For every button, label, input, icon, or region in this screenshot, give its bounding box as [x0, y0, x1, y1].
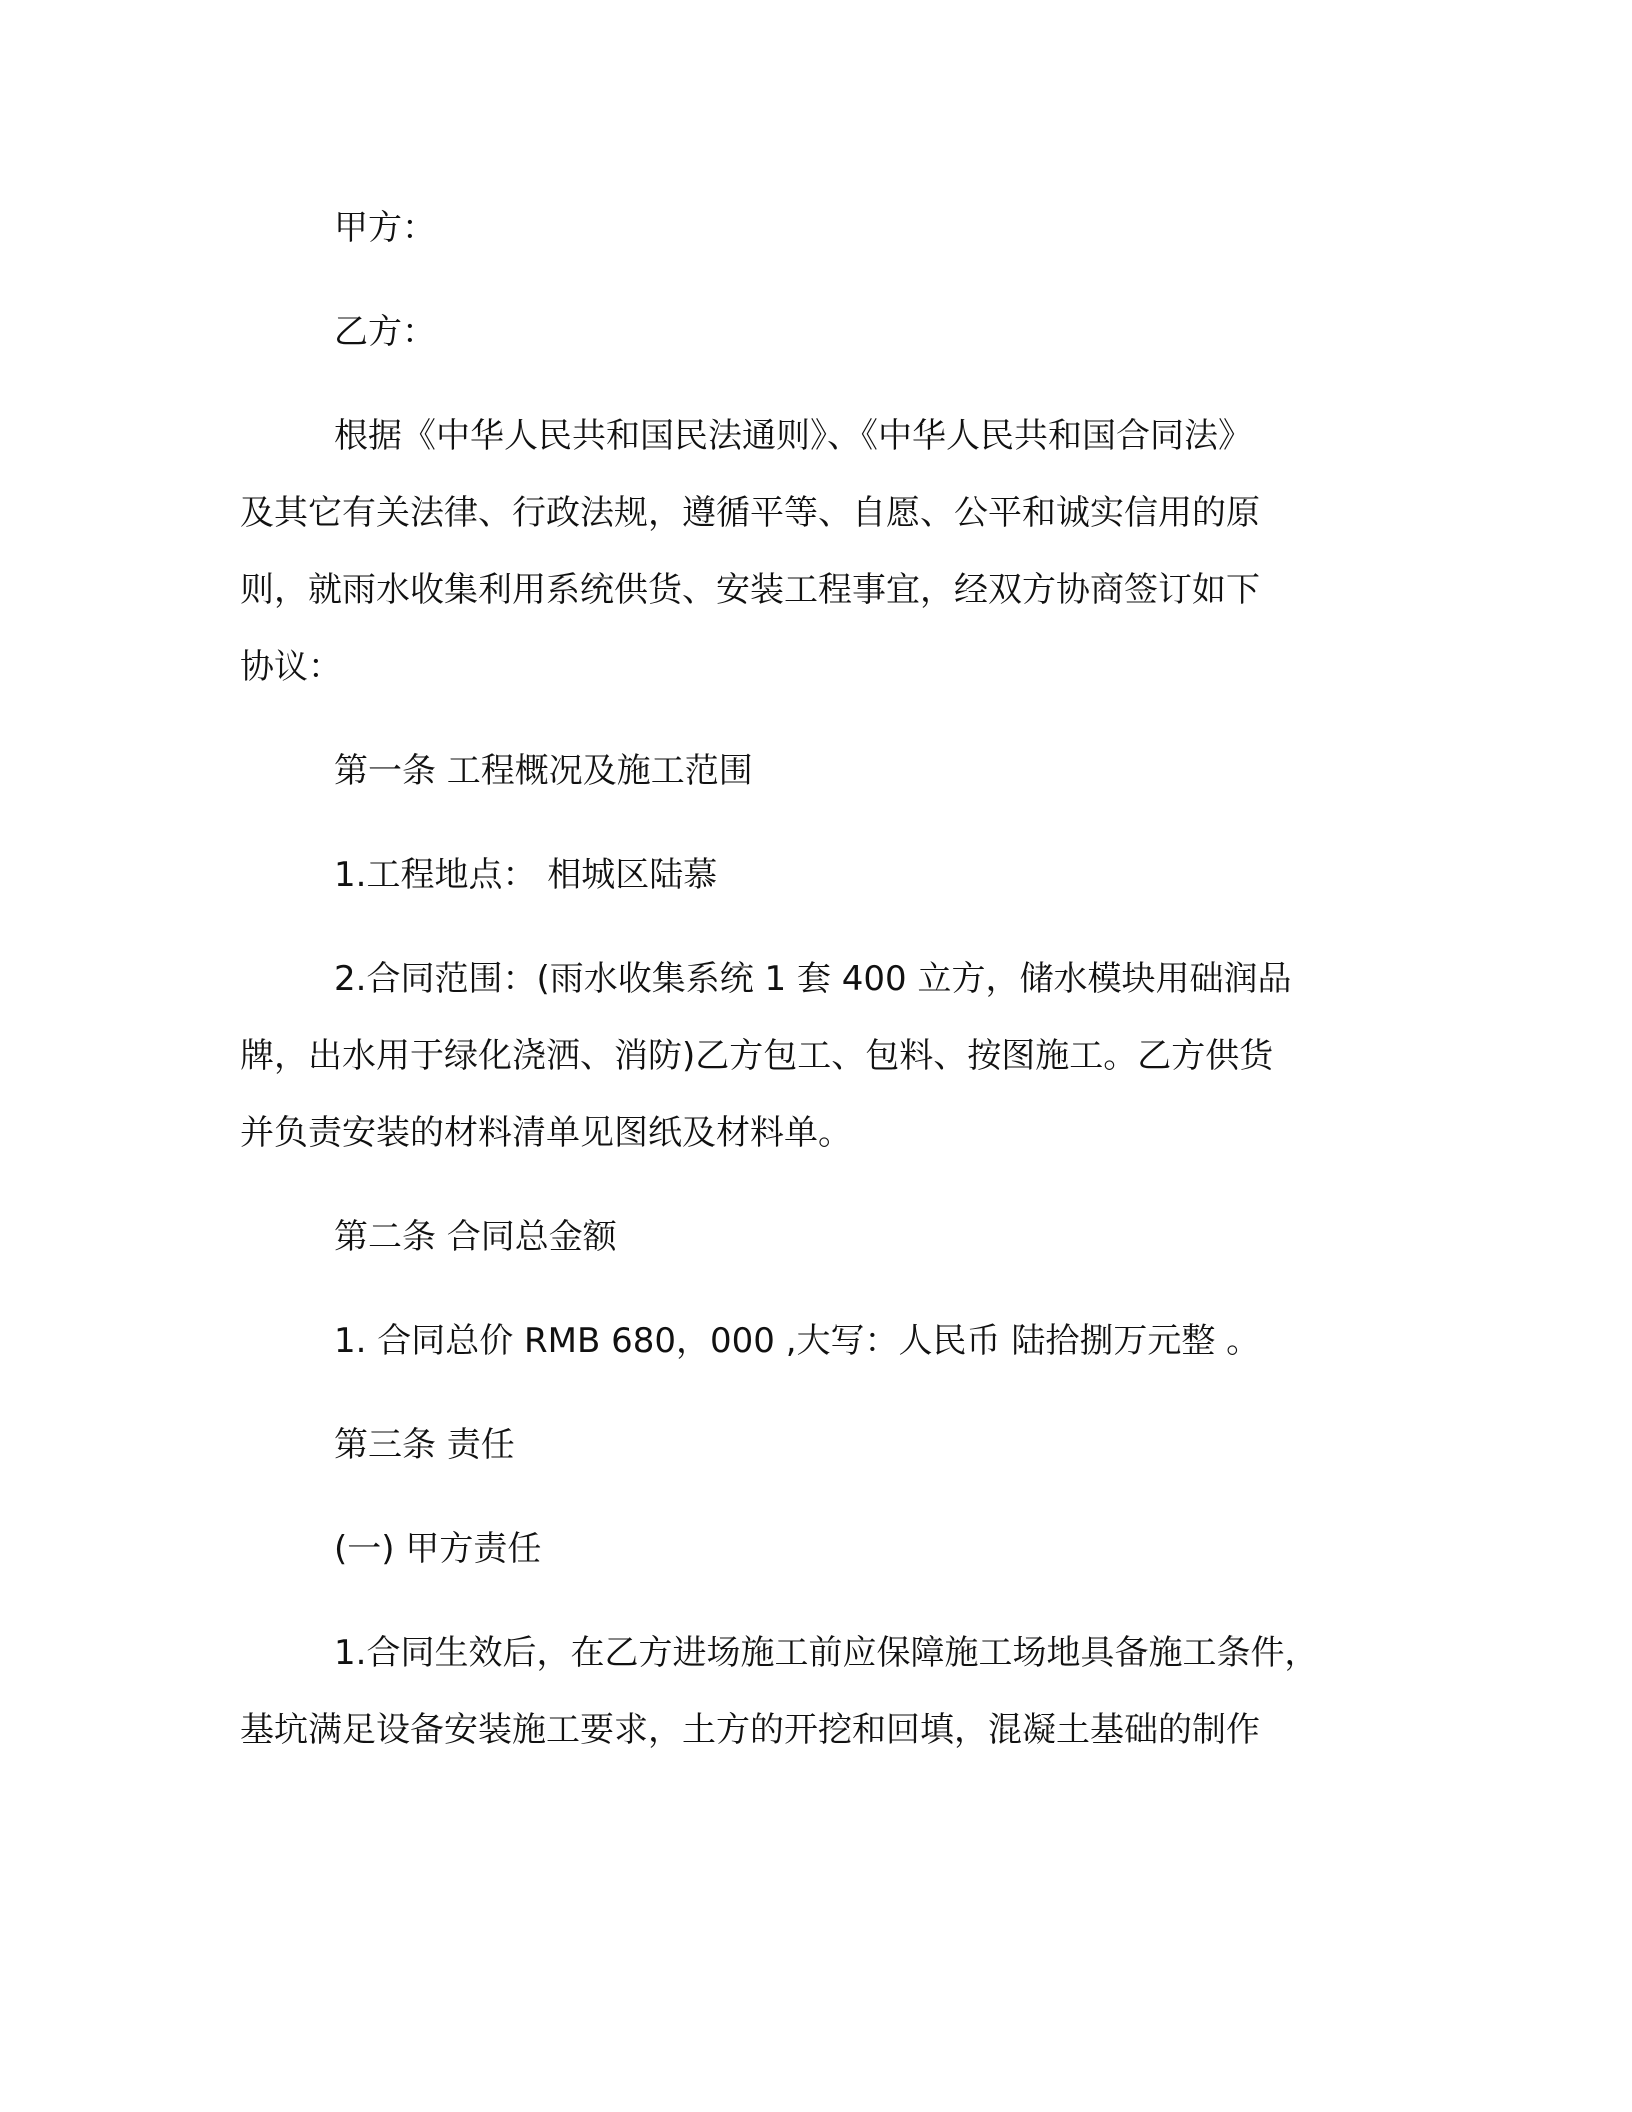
article-1-item-2	[240, 941, 1400, 1172]
preamble-line: 协议：	[240, 647, 342, 687]
section-a-item-1-line: 基坑满足设备安装施工要求，土方的开挖和回填，混凝土基础的制作	[240, 1710, 1260, 1750]
article-2-item-1: 1. 合同总价 RMB 680，000 ,大写：人民币 陆拾捌万元整 。	[334, 1321, 1261, 1361]
article-3-title: 第三条 责任	[334, 1425, 515, 1465]
article-1-item-1: 1.工程地点： 相城区陆慕	[334, 855, 718, 895]
party-b-line: 乙方：	[334, 312, 436, 352]
document-body	[240, 190, 1400, 1769]
section-a-item-1-line: 1.合同生效后，在乙方进场施工前应保障施工场地具备施工条件，	[334, 1633, 1319, 1673]
preamble-line: 及其它有关法律、行政法规，遵循平等、自愿、公平和诚实信用的原	[240, 493, 1260, 533]
preamble-line: 则，就雨水收集利用系统供货、安装工程事宜，经双方协商签订如下	[240, 570, 1260, 610]
article-1-item-2-line: 并负责安装的材料清单见图纸及材料单。	[240, 1113, 852, 1153]
article-2-title: 第二条 合同总金额	[334, 1217, 617, 1257]
preamble-line: 根据《中华人民共和国民法通则》、《中华人民共和国合同法》	[334, 416, 1252, 456]
section-a-title: (一) 甲方责任	[334, 1529, 542, 1569]
article-1-title: 第一条 工程概况及施工范围	[334, 751, 753, 791]
preamble-paragraph	[240, 398, 1400, 706]
party-a-line: 甲方：	[334, 208, 436, 248]
article-1-item-2-line: 牌，出水用于绿化浇洒、消防)乙方包工、包料、按图施工。乙方供货	[240, 1036, 1274, 1076]
article-1-item-2-line: 2.合同范围：(雨水收集系统 1 套 400 立方，储水模块用础润品	[334, 959, 1292, 999]
section-a-item-1	[240, 1615, 1400, 1769]
